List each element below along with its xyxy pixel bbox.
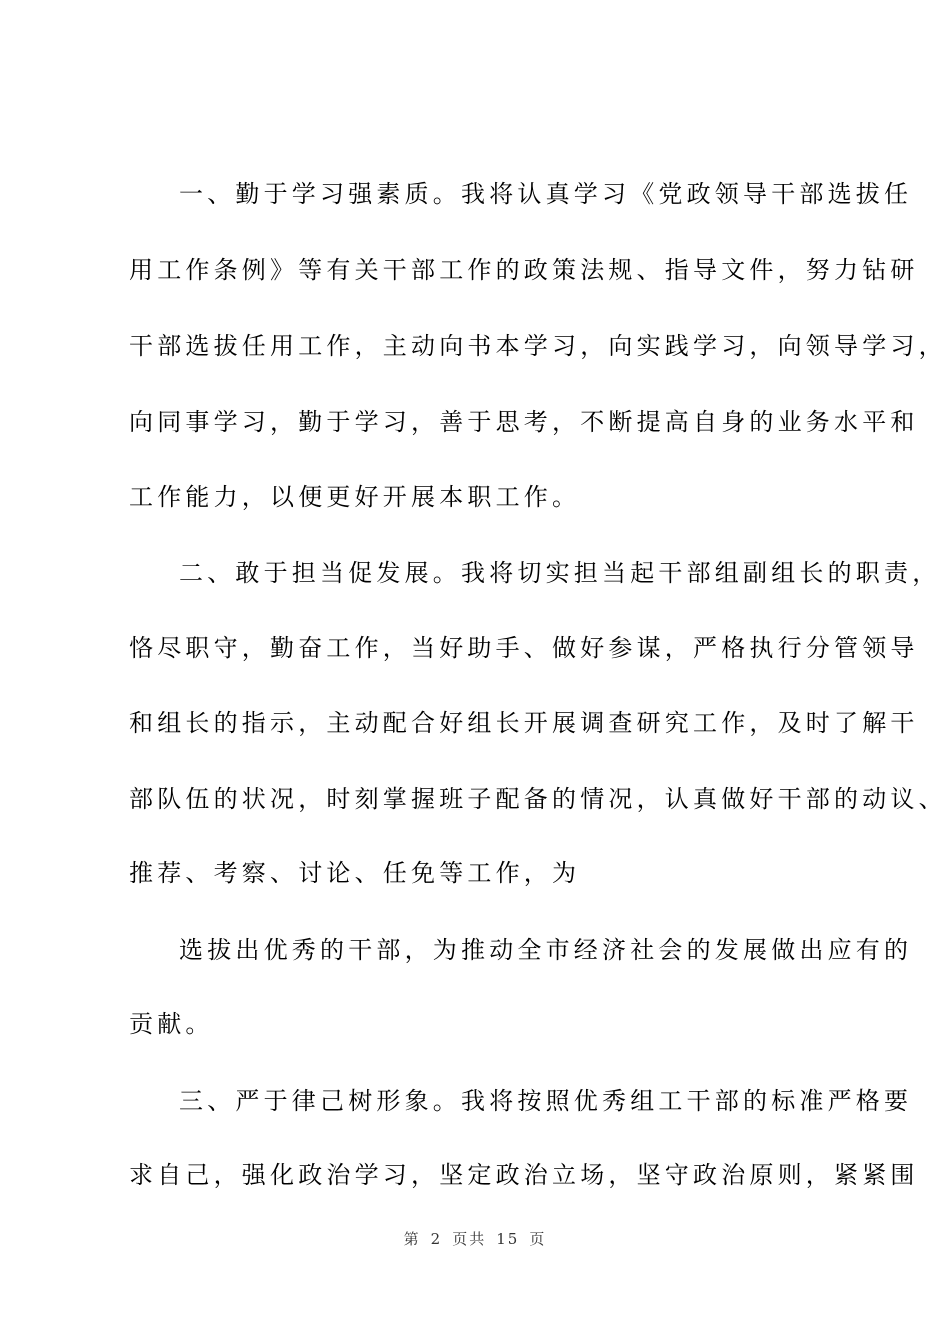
paragraph-4-line-2: 求自己，强化政治学习，坚定政治立场，坚守政治原则，紧紧围 — [129, 1161, 919, 1189]
paragraph-1-line-4: 向同事学习，勤于学习，善于思考，不断提高自身的业务水平和 — [129, 408, 919, 436]
paragraph-1-line-2: 用工作条例》等有关干部工作的政策法规、指导文件，努力钻研 — [129, 256, 919, 284]
footer-total-pages: 15 — [496, 1230, 520, 1248]
page-footer — [0, 1228, 950, 1249]
paragraph-3-line-2: 贡献。 — [129, 1010, 214, 1038]
paragraph-2-line-5: 推荐、考察、讨论、任免等工作，为 — [129, 859, 581, 887]
footer-middle: 页共 — [452, 1230, 487, 1248]
paragraph-1-line-5: 工作能力，以便更好开展本职工作。 — [129, 483, 581, 511]
paragraph-2-line-2: 恪尽职守，勤奋工作，当好助手、做好参谋，严格执行分管领导 — [129, 634, 919, 662]
footer-prefix: 第 — [403, 1230, 421, 1248]
footer-page-number: 2 — [430, 1230, 443, 1248]
paragraph-3-line-1: 选拔出优秀的干部，为推动全市经济社会的发展做出应有的 — [179, 936, 913, 964]
paragraph-2-line-1: 二、敢于担当促发展。我将切实担当起干部组副组长的职责， — [179, 559, 941, 587]
paragraph-1-line-1: 一、勤于学习强素质。我将认真学习《党政领导干部选拔任 — [179, 180, 913, 208]
footer-suffix: 页 — [529, 1230, 547, 1248]
paragraph-2-line-3: 和组长的指示，主动配合好组长开展调查研究工作，及时了解干 — [129, 709, 919, 737]
paragraph-4-line-1: 三、严于律己树形象。我将按照优秀组工干部的标准严格要 — [179, 1087, 913, 1115]
paragraph-1-line-3: 干部选拔任用工作，主动向书本学习，向实践学习，向领导学习， — [129, 332, 947, 360]
paragraph-2-line-4: 部队伍的状况，时刻掌握班子配备的情况，认真做好干部的动议、 — [129, 785, 947, 813]
